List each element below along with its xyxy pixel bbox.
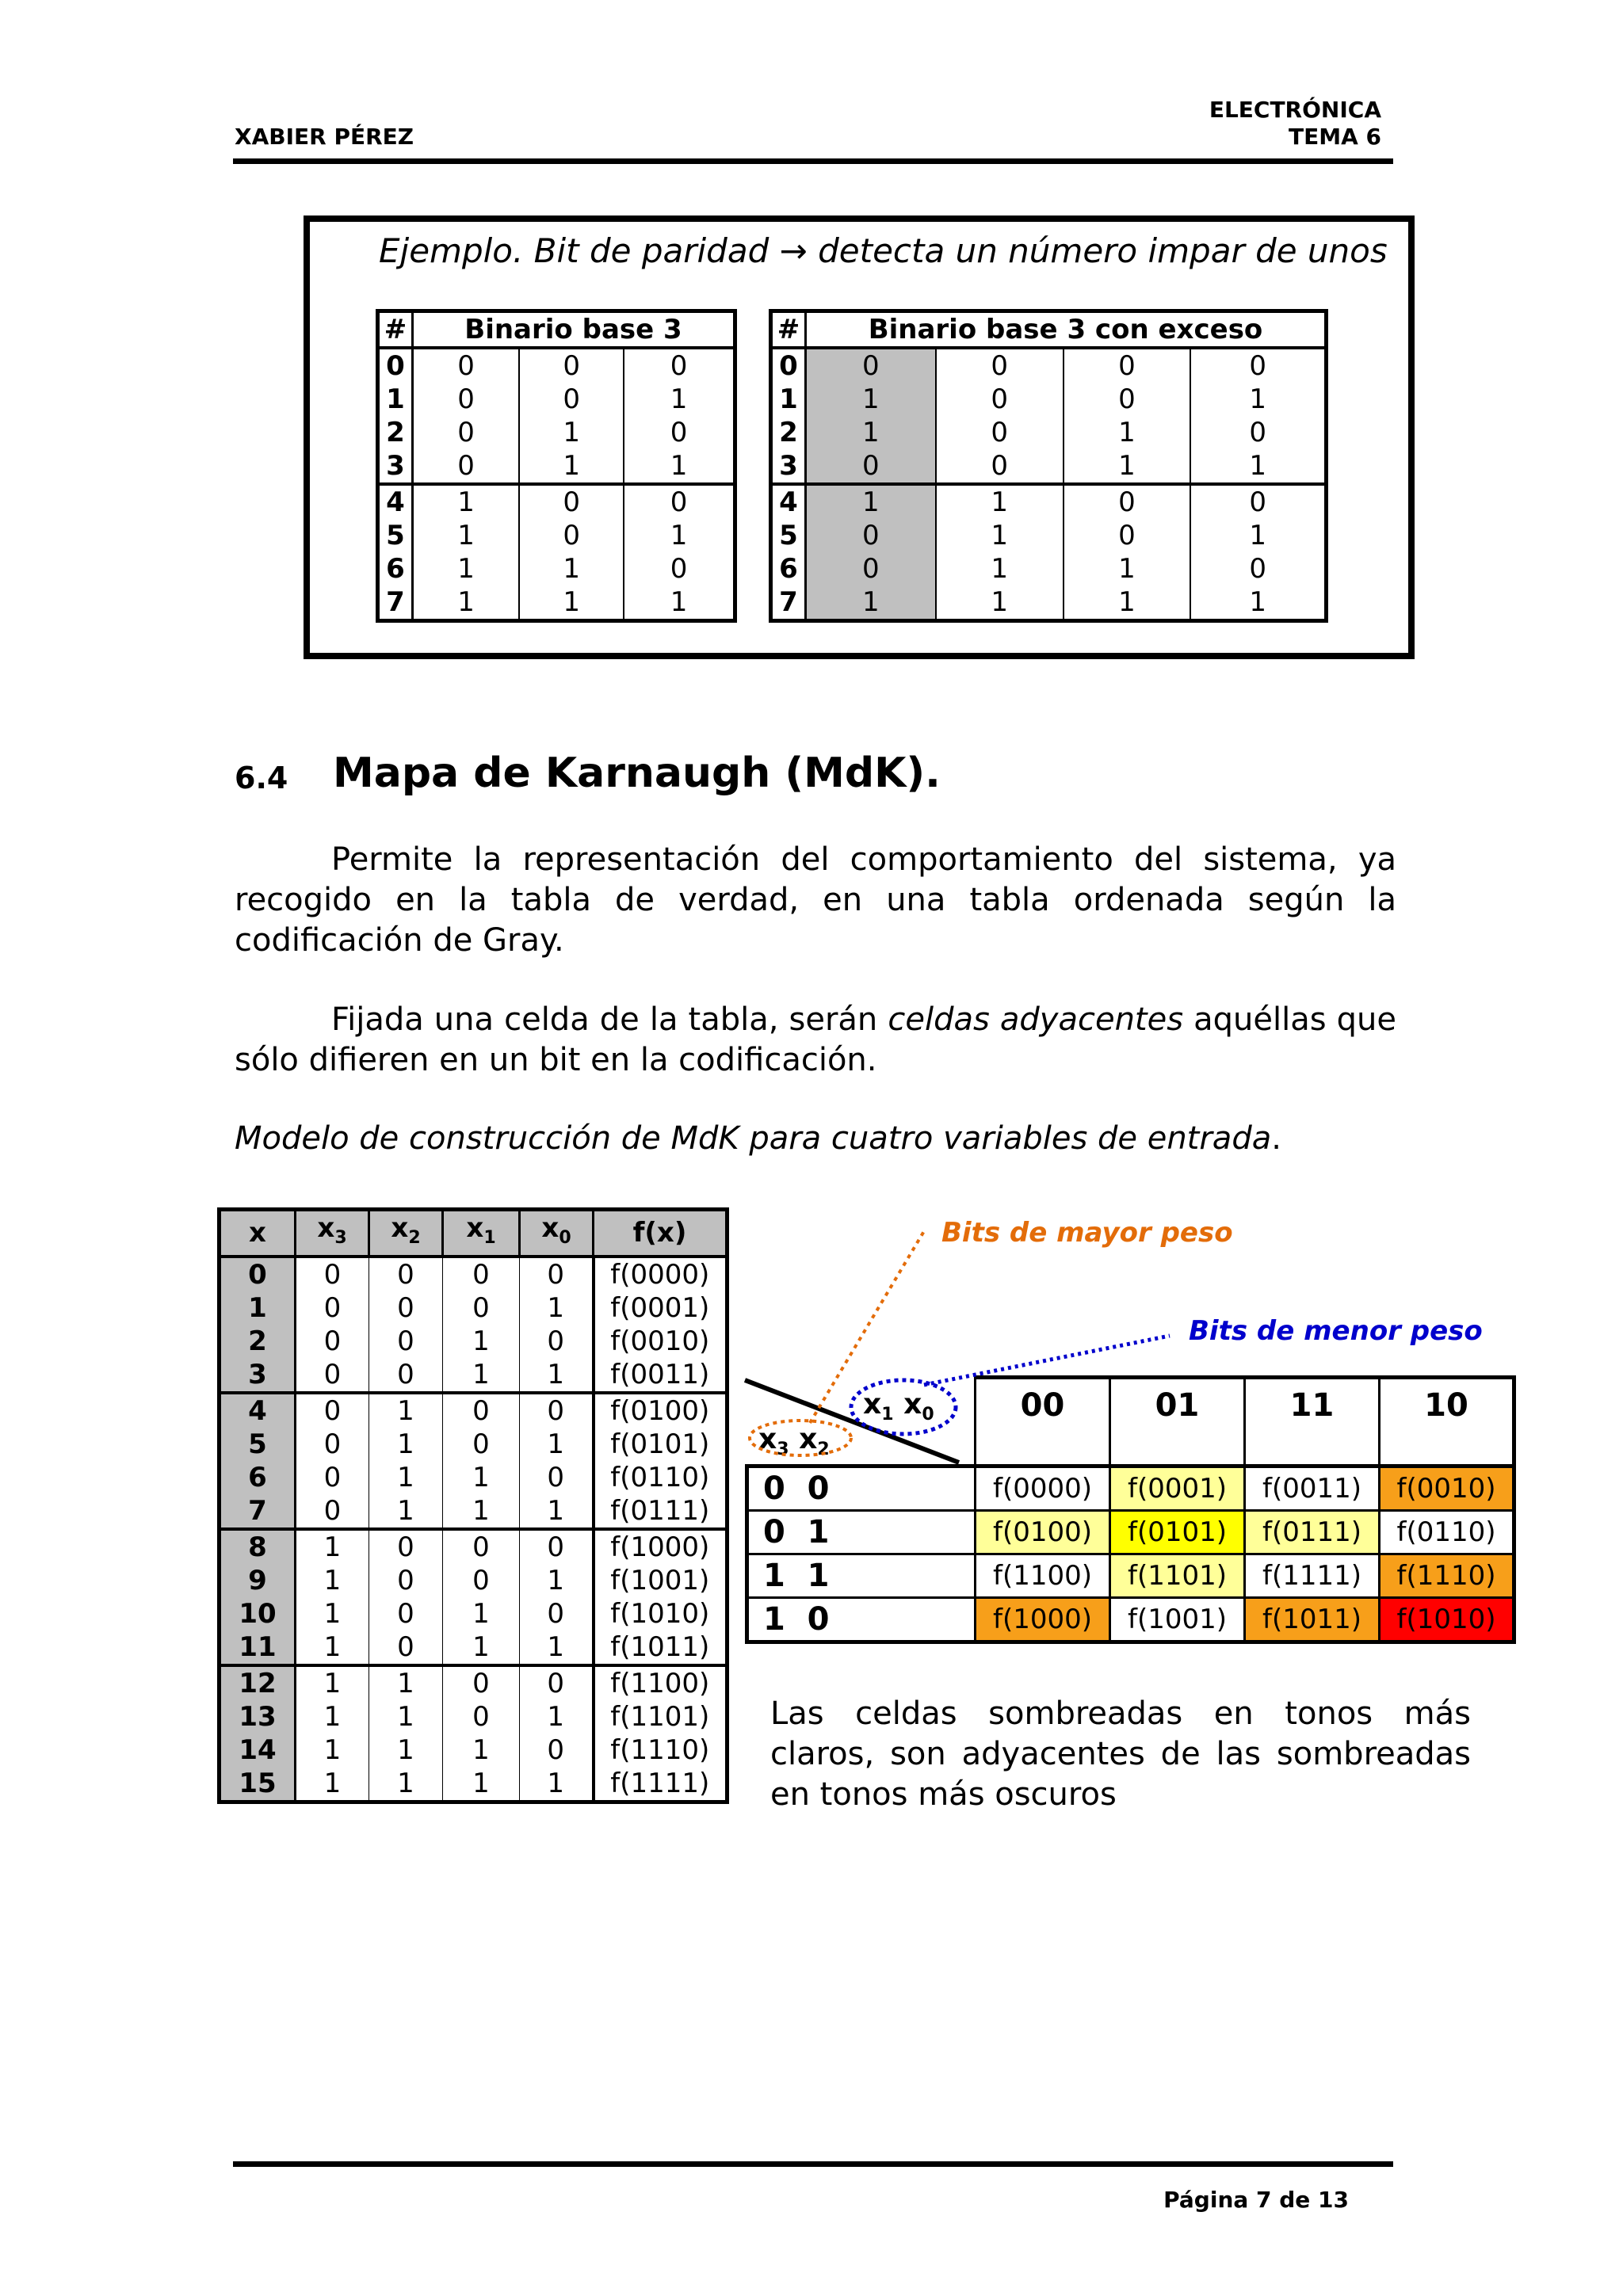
row-index: 1 xyxy=(378,383,413,416)
row-index: 2 xyxy=(220,1325,296,1358)
bit-cell: 1 xyxy=(520,1494,594,1529)
bit-cell: 1 xyxy=(936,585,1064,621)
bit-cell: 0 xyxy=(443,1700,520,1733)
row-index: 9 xyxy=(220,1564,296,1597)
bit-cell: 1 xyxy=(443,1597,520,1630)
paragraph-2-text-a: Fijada una celda de la tabla, serán xyxy=(331,1001,888,1038)
bit-cell: 0 xyxy=(369,1325,443,1358)
bit-cell: 0 xyxy=(296,1494,369,1529)
header-author: XABIER PÉREZ xyxy=(235,124,414,150)
bit-cell: 1 xyxy=(519,552,624,585)
orange-pointer-line xyxy=(810,1231,924,1423)
kmap-row-header: 0 0 xyxy=(747,1466,976,1511)
bit-cell: 1 xyxy=(369,1393,443,1428)
bit-cell: 1 xyxy=(1190,585,1326,621)
bit-cell: 1 xyxy=(520,1428,594,1461)
kmap-row-variables: $x_3$ $x_2$ xyxy=(758,1423,830,1460)
function-cell: f(1011) xyxy=(594,1630,727,1665)
bit-cell: 1 xyxy=(296,1564,369,1597)
bit-cell: 1 xyxy=(443,1461,520,1494)
bit-cell: 1 xyxy=(1064,552,1191,585)
bit-cell: 0 xyxy=(457,383,475,415)
row-index: 5 xyxy=(771,519,806,552)
row-index: 1 xyxy=(771,383,806,416)
bit-cell: 1 xyxy=(369,1665,443,1700)
paragraph-2-emphasis: celdas adyacentes xyxy=(888,1001,1184,1038)
truth-table-header-fx: f(x) xyxy=(594,1210,727,1257)
bit-cell: 0 xyxy=(520,1257,594,1291)
bit-cell: 0 xyxy=(624,348,735,383)
bit-cell: 0 xyxy=(369,1529,443,1564)
function-cell: f(0000) xyxy=(594,1257,727,1291)
bit-cell: 1 xyxy=(369,1733,443,1767)
bit-cell: 1 xyxy=(369,1494,443,1529)
bit-cell: 1 xyxy=(936,484,1064,519)
footer-rule xyxy=(233,2161,1393,2167)
row-index: 2 xyxy=(771,416,806,449)
bit-cell: 1 xyxy=(369,1700,443,1733)
bit-cell: 1 xyxy=(1064,449,1191,484)
bit-cell: 1 xyxy=(936,519,1064,552)
row-index: 3 xyxy=(771,449,806,484)
bit-cell: 1 xyxy=(624,449,735,484)
bit-cell: 1 xyxy=(413,484,520,519)
function-cell: f(0110) xyxy=(594,1461,727,1494)
function-cell: f(1001) xyxy=(594,1564,727,1597)
bit-cell: 1 xyxy=(520,1358,594,1393)
kmap-row-header: 0 1 xyxy=(747,1511,976,1554)
function-cell: f(1101) xyxy=(594,1700,727,1733)
bit-cell: 0 xyxy=(457,417,475,448)
section-number: 6.4 xyxy=(235,761,288,795)
bit-cell: 1 xyxy=(296,1767,369,1802)
bit-cell: 0 xyxy=(520,1597,594,1630)
bit-cell: 1 xyxy=(457,520,475,551)
bit-cell: 0 xyxy=(519,519,624,552)
row-index: 0 xyxy=(378,348,413,383)
bit-cell: 0 xyxy=(457,450,475,482)
bit-cell: 1 xyxy=(369,1461,443,1494)
kmap-cell: f(1111) xyxy=(1245,1554,1380,1598)
function-cell: f(0001) xyxy=(594,1291,727,1325)
bit-cell: 0 xyxy=(520,1393,594,1428)
bit-cell: 0 xyxy=(296,1393,369,1428)
bit-cell: 1 xyxy=(296,1597,369,1630)
bit-cell: 1 xyxy=(443,1325,520,1358)
kmap-column-header: 10 xyxy=(1380,1378,1514,1466)
kmap-cell: f(0001) xyxy=(1110,1466,1245,1511)
kmap-column-variables: $x_1$ $x_0$ xyxy=(863,1388,934,1425)
bit-cell: 1 xyxy=(296,1529,369,1564)
bit-cell: 1 xyxy=(624,383,735,416)
bit-cell: 0 xyxy=(443,1291,520,1325)
excess-bit-cell: 0 xyxy=(806,552,936,585)
binary-excess-table-header-value: Binario base 3 con exceso xyxy=(806,311,1327,349)
bit-cell: 0 xyxy=(624,416,735,449)
binary-table-header-num: # xyxy=(378,311,413,349)
kmap-cell: f(0011) xyxy=(1245,1466,1380,1511)
bit-cell: 0 xyxy=(457,350,475,382)
row-index: 6 xyxy=(378,552,413,585)
bit-cell: 0 xyxy=(520,1325,594,1358)
bit-cell: 1 xyxy=(296,1665,369,1700)
bit-cell: 1 xyxy=(520,1291,594,1325)
bit-cell: 0 xyxy=(1064,519,1191,552)
paragraph-1-text: Permite la representación del comportamiento del sistema, ya recogido en la tabla de verdad, en una tabla ordenada según la codificación de Gray. xyxy=(235,841,1396,959)
bit-cell: 0 xyxy=(443,1428,520,1461)
paragraph-3-end: . xyxy=(1271,1120,1281,1157)
bit-cell: 0 xyxy=(1190,552,1326,585)
orange-ellipse xyxy=(750,1421,851,1455)
function-cell: f(0101) xyxy=(594,1428,727,1461)
bit-cell: 0 xyxy=(520,1665,594,1700)
row-index: 13 xyxy=(220,1700,296,1733)
bit-cell: 1 xyxy=(519,416,624,449)
bit-cell: 0 xyxy=(1190,348,1326,383)
kmap-cell: f(0100) xyxy=(976,1511,1110,1554)
bit-cell: 0 xyxy=(936,449,1064,484)
bit-cell: 0 xyxy=(369,1291,443,1325)
blue-pointer-line xyxy=(924,1336,1170,1385)
row-index: 14 xyxy=(220,1733,296,1767)
kmap-cell: f(1110) xyxy=(1380,1554,1514,1598)
bit-cell: 0 xyxy=(443,1393,520,1428)
row-index: 0 xyxy=(220,1257,296,1291)
excess-bit-cell: 0 xyxy=(806,519,936,552)
kmap-row-header: 1 0 xyxy=(747,1598,976,1642)
function-cell: f(1110) xyxy=(594,1733,727,1767)
bit-cell: 1 xyxy=(457,553,475,585)
function-cell: f(1111) xyxy=(594,1767,727,1802)
kmap-cell: f(1010) xyxy=(1380,1598,1514,1642)
row-index: 2 xyxy=(378,416,413,449)
bit-cell: 0 xyxy=(1064,484,1191,519)
bit-cell: 0 xyxy=(1064,383,1191,416)
row-index: 3 xyxy=(378,449,413,484)
bit-cell: 0 xyxy=(624,484,735,519)
bit-cell: 1 xyxy=(443,1767,520,1802)
row-index: 15 xyxy=(220,1767,296,1802)
kmap-cell: f(0000) xyxy=(976,1466,1110,1511)
bit-cell: 1 xyxy=(1064,585,1191,621)
bit-cell: 0 xyxy=(369,1630,443,1665)
truth-table-header-x2: $x_2$ xyxy=(369,1210,443,1257)
row-index: 6 xyxy=(220,1461,296,1494)
kmap-cell: f(0110) xyxy=(1380,1511,1514,1554)
kmap-row-header: 1 1 xyxy=(747,1554,976,1598)
header-subject-line: ELECTRÓNICA xyxy=(1209,97,1381,123)
bit-cell: 0 xyxy=(520,1529,594,1564)
row-index: 4 xyxy=(771,484,806,519)
binary-excess-table-header-num: # xyxy=(771,311,806,349)
bit-cell: 0 xyxy=(936,416,1064,449)
binary-table-header-value: Binario base 3 xyxy=(413,311,735,349)
function-cell: f(0100) xyxy=(594,1393,727,1428)
bit-cell: 1 xyxy=(1190,449,1326,484)
paragraph-3-text: Modelo de construcción de MdK para cuatro variables de entrada xyxy=(235,1120,1272,1157)
bit-cell: 0 xyxy=(520,1461,594,1494)
bit-cell: 1 xyxy=(1064,416,1191,449)
row-index: 8 xyxy=(220,1529,296,1564)
truth-table-header-x0: $x_0$ xyxy=(520,1210,594,1257)
row-index: 6 xyxy=(771,552,806,585)
row-index: 11 xyxy=(220,1630,296,1665)
bit-cell: 0 xyxy=(369,1564,443,1597)
truth-table-header-x1: $x_1$ xyxy=(443,1210,520,1257)
row-index: 4 xyxy=(378,484,413,519)
kmap-diagonal xyxy=(745,1380,959,1463)
function-cell: f(0011) xyxy=(594,1358,727,1393)
bit-cell: 1 xyxy=(296,1630,369,1665)
bit-cell: 0 xyxy=(369,1597,443,1630)
bit-cell: 0 xyxy=(519,348,624,383)
row-index: 5 xyxy=(220,1428,296,1461)
row-index: 12 xyxy=(220,1665,296,1700)
excess-bit-cell: 1 xyxy=(806,484,936,519)
label-minor-bits: Bits de menor peso xyxy=(1189,1315,1483,1347)
header-topic-line: TEMA 6 xyxy=(1289,124,1381,150)
excess-bit-cell: 1 xyxy=(806,383,936,416)
function-cell: f(0010) xyxy=(594,1325,727,1358)
bit-cell: 0 xyxy=(624,552,735,585)
kmap-cell: f(0111) xyxy=(1245,1511,1380,1554)
bit-cell: 1 xyxy=(1190,519,1326,552)
row-index: 7 xyxy=(771,585,806,621)
bit-cell: 1 xyxy=(443,1358,520,1393)
example-title: Ejemplo. Bit de paridad → detecta un número impar de unos xyxy=(379,231,1388,270)
bit-cell: 1 xyxy=(443,1494,520,1529)
row-index: 1 xyxy=(220,1291,296,1325)
bit-cell: 1 xyxy=(624,585,735,621)
bit-cell: 0 xyxy=(296,1428,369,1461)
row-index: 7 xyxy=(378,585,413,621)
excess-bit-cell: 0 xyxy=(806,348,936,383)
kmap-note: Las celdas sombreadas en tonos más claros, son adyacentes de las sombreadas en tonos más oscuros xyxy=(770,1695,1471,1813)
bit-cell: 1 xyxy=(624,519,735,552)
function-cell: f(1000) xyxy=(594,1529,727,1564)
bit-cell: 1 xyxy=(936,552,1064,585)
bit-cell: 1 xyxy=(519,585,624,621)
bit-cell: 0 xyxy=(1190,416,1326,449)
bit-cell: 1 xyxy=(369,1767,443,1802)
bit-cell: 1 xyxy=(443,1630,520,1665)
kmap-column-header: 01 xyxy=(1110,1378,1245,1466)
bit-cell: 0 xyxy=(443,1564,520,1597)
bit-cell: 0 xyxy=(936,383,1064,416)
bit-cell: 0 xyxy=(1190,484,1326,519)
paragraph-2-text-b: aquéllas que sólo difieren en un bit en la codificación. xyxy=(235,1001,1396,1078)
bit-cell: 1 xyxy=(457,586,475,618)
bit-cell: 0 xyxy=(1064,348,1191,383)
label-major-bits: Bits de mayor peso xyxy=(941,1217,1233,1249)
bit-cell: 0 xyxy=(369,1358,443,1393)
excess-bit-cell: 1 xyxy=(806,416,936,449)
kmap-column-header: 00 xyxy=(976,1378,1110,1466)
bit-cell: 0 xyxy=(519,383,624,416)
kmap-cell: f(0010) xyxy=(1380,1466,1514,1511)
bit-cell: 1 xyxy=(520,1700,594,1733)
row-index: 5 xyxy=(378,519,413,552)
bit-cell: 0 xyxy=(369,1257,443,1291)
row-index: 10 xyxy=(220,1597,296,1630)
bit-cell: 1 xyxy=(369,1428,443,1461)
bit-cell: 0 xyxy=(443,1665,520,1700)
function-cell: f(1010) xyxy=(594,1597,727,1630)
function-cell: f(0111) xyxy=(594,1494,727,1529)
bit-cell: 0 xyxy=(519,484,624,519)
bit-cell: 1 xyxy=(296,1700,369,1733)
row-index: 0 xyxy=(771,348,806,383)
bit-cell: 0 xyxy=(443,1257,520,1291)
excess-bit-cell: 1 xyxy=(806,585,936,621)
bit-cell: 1 xyxy=(296,1733,369,1767)
page-number: Página 7 de 13 xyxy=(1163,2187,1349,2213)
bit-cell: 1 xyxy=(520,1630,594,1665)
bit-cell: 1 xyxy=(443,1733,520,1767)
section-title: Mapa de Karnaugh (MdK). xyxy=(333,749,941,797)
kmap-cell: f(1000) xyxy=(976,1598,1110,1642)
kmap-cell: f(1001) xyxy=(1110,1598,1245,1642)
kmap-cell: f(0101) xyxy=(1110,1511,1245,1554)
bit-cell: 0 xyxy=(936,348,1064,383)
row-index: 3 xyxy=(220,1358,296,1393)
truth-table-header-x: x xyxy=(220,1210,296,1257)
bit-cell: 1 xyxy=(519,449,624,484)
bit-cell: 0 xyxy=(520,1733,594,1767)
bit-cell: 0 xyxy=(443,1529,520,1564)
bit-cell: 0 xyxy=(296,1257,369,1291)
excess-bit-cell: 0 xyxy=(806,449,936,484)
bit-cell: 1 xyxy=(1190,383,1326,416)
kmap-cell: f(1011) xyxy=(1245,1598,1380,1642)
truth-table-header-x3: $x_3$ xyxy=(296,1210,369,1257)
row-index: 7 xyxy=(220,1494,296,1529)
bit-cell: 0 xyxy=(296,1358,369,1393)
kmap-cell: f(1100) xyxy=(976,1554,1110,1598)
bit-cell: 0 xyxy=(296,1461,369,1494)
bit-cell: 1 xyxy=(520,1564,594,1597)
bit-cell: 0 xyxy=(296,1291,369,1325)
bit-cell: 1 xyxy=(520,1767,594,1802)
kmap-cell: f(1101) xyxy=(1110,1554,1245,1598)
function-cell: f(1100) xyxy=(594,1665,727,1700)
bit-cell: 0 xyxy=(296,1325,369,1358)
row-index: 4 xyxy=(220,1393,296,1428)
kmap-column-header: 11 xyxy=(1245,1378,1380,1466)
